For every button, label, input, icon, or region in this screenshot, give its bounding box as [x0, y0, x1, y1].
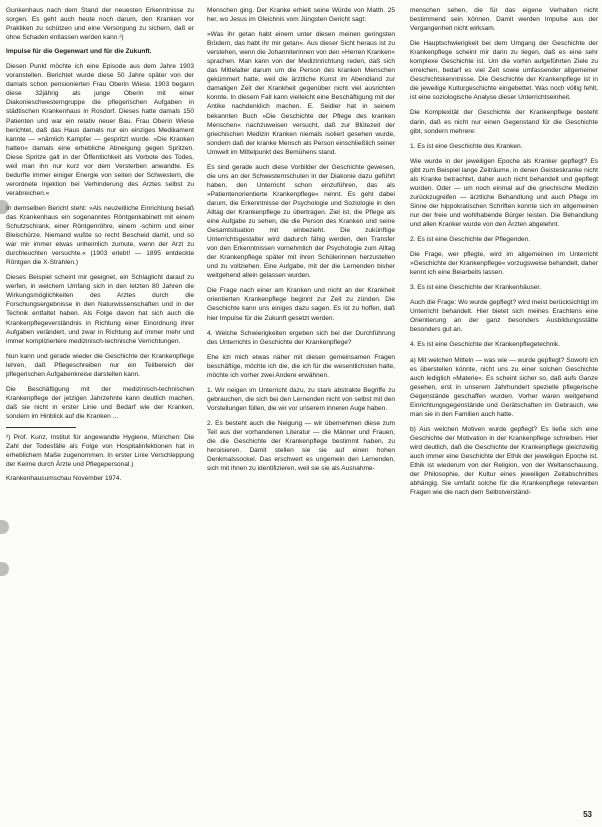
page-number: 53 — [583, 810, 592, 819]
paragraph: 1. Wir neigen im Unterricht dazu, zu stark abstrakte Begriffe zu gebrauchen, die sich bei den Lernenden nicht von selbst mit den Vorstellungen füllen, die wir vor unserem inneren Auge haben. — [207, 386, 395, 412]
paragraph: Ehe ich mich etwas näher mit diesen gemeinsamen Fragen beschäftige, möchte ich die, die ich für die wesentlichsten halte, möchte ich vorher zwei Andere erwähnen. — [207, 353, 395, 379]
paragraph: 3. Es ist eine Geschichte der Krankenhäuser. — [410, 284, 542, 292]
paragraph: Auch die Frage: Wo wurde gepflegt? wird meist berücksichtigt im Unterricht behandelt. Hier bietet sich meines Erachtens eine Orientierung an der ganz besonders Ausbildungsstätte besonders gut an. — [410, 299, 599, 334]
footnote: Krankenhausumschau November 1974. — [6, 475, 122, 483]
text-column-left — [6, 6, 194, 483]
paragraph: 2. Es ist eine Geschichte der Pflegenden. — [410, 236, 531, 244]
section-heading: Impulse für die Gegenwart und für die Zukunft. — [6, 48, 152, 56]
paragraph: 2. Es besteht auch die Neigung — wir übernehmen diese zum Teil aus der vorhandenen Literatur — die Männer und Frauen, die die Geschichte der Krankenpflege bestimmt haben, zu heroisieren. Damit stellen sie sie auf einen hohen Denkmalssockel. Das erschwert es ungemein den Lernenden, sich mit ihnen zu identifizieren, weil sie sie als Ausnahme- — [207, 419, 395, 473]
paragraph: Die Frage nach einer am Kranken und nicht an der Krankheit orientierten Krankenpflege beginnt zur Zeit zu zünden. Die Geschichte kann uns einiges dazu sagen. Es ist zu hoffen, daß hier Impulse für die Zukunft gesetzt werden. — [207, 287, 395, 322]
paragraph: Die Beschäftigung mit der medizinisch-technischen Krankenpflege der jetzigen Jahrzehnte kann deutlich machen, daß sie nicht in erster Linie und Bedarf wie der Kranken, sondern im Hinblick auf die Kranken ... — [6, 385, 194, 420]
paragraph: »Was ihr getan habt einem unter diesen meinen geringsten Brüdern, das habt ihr mir getan«. Aus dieser Sicht heraus ist zu verstehen, wenn die Johanniterinnen von den »Herren Kranken« sprachen. Man kann von der Medizinrichtung reden, daß sich das Mittelalter darum um die Person des kranken Menschen gekümmert hatte, weil die ärztliche Kunst im Abendland zur damaligen Zeit der Krankheit gegenüber nicht viel ausrichten konnte. In diesem Fall kann vielleicht eine Beschäftigung mit der Antike nachdenklich machen. E. Seidler hat in seinem bekannten Buch »Die Geschichte der Pflege des kranken Menschen« nachzuweisen versucht, daß zur Blütezeit der griechischen Medizin Kranken niemals isoliert gesehen wurde, sondern daß der kranke Mensch als Person einschließlich seiner Umwelt im Mittelpunkt des Bemühens stand. — [207, 31, 395, 156]
footnote-rule — [6, 427, 76, 428]
paragraph: Die Frage, wer pflegte, wird im allgemeinen im Unterricht »Geschichte der Krankenpflege« vorzugsweise behandelt, daher kennt ich eine Beiarbeits lassen. — [410, 251, 598, 277]
paragraph: Nun kann und gerade wieder die Geschichte der Krankenpflege lehren, daß Pflegeschreiben nur ein Teilbereich der pflegerischen Aufgabenkreise darstellen kann. — [6, 352, 194, 378]
footnote: ²) Prof. Kunz, Institut für angewandte Hygiene, München: Die Zahl der Todesfälle als Folge von Hospitalinfektionen hat in erheblichem Maße zugenommen. In erster Linie Verschleppung der Keime durch Ärzte und Pflegepersonal.) — [6, 433, 194, 469]
text-column-middle — [207, 6, 395, 473]
paragraph: b) Aus welchen Motiven wurde gepflegt? Es ließe sich eine Geschichte der Motivation in der Krankenpflege schreiben. Hier wird deutlich, daß die Geschichte der Krankenpflege gleichzeitig auch immer eine Geschichte der Ethik der jeweiligen Epoche ist. Ethik ist wiederum von der Religion, von der Weltanschauung, der Philosophie, der Kultur eines jeweiligen Zeitabschnittes abhängig. Sie umfaßt solche für die Krankenpflege relevanten Fragen wie die nach dem Selbstverständ- — [410, 425, 598, 497]
paragraph: 1. Es ist eine Geschichte des Kranken. — [410, 142, 523, 150]
punch-hole-mark — [0, 520, 9, 534]
paragraph: a) Mit welchen Mitteln — was wie — wurde gepflegt? Sowohl ich es überstellen könnte, nicht uns zu einer solchen Geschichte auch lediglich »Materie«. Es scheint sicher so, daß aufs Ganze gesehen, erst in unserem Jahrhundert spezielle pflegerische Gegenstände geschaffen wurden. Vorher waren weitgehend Einrichtungsgegenstände und Gerätschaften im Gebrauch, wie man sie in den Familien auch hatte. — [410, 356, 598, 418]
paragraph: Es sind gerade auch diese Vorbilder der Geschichte gewesen, die uns an der Schwesternschulen in der Diakonie dazu geführt haben, den Unterricht schon einzuführen, das als »Patientenorientierte Krankenpflege« nennt. Es geht dabei darum, die Erkenntnisse der Psychologie und Soziologie in den Alltag der Krankenpflege zu übertragen. Ziel ist, die Pflege als eine Aufgabe zu sehen, die die Person des Kranken und seine Gesamtsituation mit einbezieht. Die zukünftige Unterrichtsgestalter wird dadurch fähig werden, den Transfer von den Erkenntnissen vornehmlich der Psychologie zum Alltag der Krankenpflege später mit ihren Schülerinnen herzustellen und zu vollziehen. Eine Aufgabe, mit der die Lernenden bisher weitgehend allein gelassen wurden. — [207, 163, 395, 280]
paragraph: In demselben Bericht steht: »Als neuzeitliche Einrichtung besaß das Krankenhaus ein sogenanntes Röntgenkabinett mit einem Schutzschrank, einer Röntgenröhre, einem -schirm und einer Bleischürze. Niemand wußte so recht Bescheid damit, und so war mir immer etwas unheimlich zumute, wenn der Arzt zu durchleuchten versuchte.« (1903 erlebt! — 1895 entdeckte Röntgen die X-Strahlen.) — [6, 204, 194, 267]
paragraph: 4. Es ist eine Geschichte der Krankenpflegetechnik. — [410, 341, 560, 349]
paragraph: Dieses Beispiel scheint mir geeignet, ein Schlaglicht darauf zu werfen, in welchem Umfang sich in den letzten 80 Jahren die Wirkungsmöglichkeiten des Arztes durch die Forschungsergebnisse in den Naturwissenschaften und in der Technik entfaltet haben. Als Folge davon hat sich auch die Krankenpflegeverständnis in Richtung einer Einordnung ihrer Aufgaben verändert, und zwar in Richtung auf immer mehr und immer kompliziertere medizinisch-technische Verrichtungen. — [6, 274, 194, 345]
paragraph: Diesen Punkt möchte ich eine Episode aus dem Jahre 1903 voranstellen. Berichtet wurde diese 50 Jahre später von der damals schon pensionierten Frau Oberin Wiese. 1903 begann diese 32jährig als junge Oberin mit einer Diakonieschwesterngruppe die pflegerischen Aufgaben in städtischen Krankenhaus in Rosdorf. Dieses hatte damals 150 Patienten und war ein relativ neuer Bau. Frau Oberin Wiese berichtet, daß das Haus damals nur ein einziges Medikament kannte — »nämlich Kampfer — gespritzt wurde. »Die Kranken hatten« damals eine erhebliche Abneigung gegen Spritzen. Diese Spritze galt in der Öffentlichkeit als Vorbote des Todes, weil man ihn nur kurz vor dem Versterben anwandte. Es bedurfte immer einiger Energie von seiten der Schwestern, die verordnete Injektion bei Verhinderung des Arztes selbst zu verabreichen.« — [6, 63, 194, 197]
punch-hole-mark — [0, 562, 9, 576]
paragraph: Die Komplexität der Geschichte der Krankenpflege besteht darin, daß es nicht nur einen Gegenstand für die Geschichte gibt, sondern mehrere: — [410, 109, 598, 135]
paragraph: Gunkenhaus nach dem Stand der neuesten Erkenntnisse zu sorgen. Es geht auch heute noch darum, den Kranken vor Praktiken zu schützen und eine Versorgung zu sichern, daß er ohne Schaden entlassen werden kann.²) — [6, 7, 194, 42]
paragraph: menschen sehen, die für das eigene Verhalten nicht bestimmend sein können. Damit werden Impulse aus der Vergangenheit nicht wirksam. — [410, 7, 598, 33]
text-column-right — [410, 6, 598, 497]
paragraph: Menschen ging. Der Kranke erhielt seine Würde von Matth. 25 her, wo Jesus im Gleichnis vom Jüngsten Gericht sagt: — [207, 7, 395, 24]
paragraph: 4. Welche Schwierigkeiten ergeben sich bei der Durchführung des Unterrichts in Geschichte der Krankenpflege? — [207, 329, 395, 346]
paragraph: Wie wurde in der jeweiligen Epoche als Kranker gepflegt? Es gibt zum Beispiel lange Zeiträume, in denen Geisteskranke nicht als Kranke betrachtet, daher auch nicht behandelt und gepflegt wurden. Oder — um noch einmal auf die griechische Medizin zurückzugreifen — ärztliche Behandlung und auch Pflege im Sinne der hippokratischen Schriften konnte sich im allgemeinen nur der freie und wohlhabende Bürger leisten. Die Behandlung und allen Kranker wurde von den Ärzten abgelehnt. — [410, 157, 598, 228]
paragraph: Die Hauptschwierigkeit bei dem Umgang der Geschichte der Krankenpflege scheint mir darin zu liegen, daß es eine sehr komplexe Geschichte ist. Um die vorhin aufgeführten Ziele zu erreichen, bedarf es viel Zeit sowie umfassender allgemeiner Geschichtskenntnisse. Die Geschichte der Krankenpflege ist in die jeweilige Kulturgeschichte eingebettet. Was noch völlig fehlt, ist eine soziologische Analyse dieser Unterrichtseinheit. — [410, 40, 598, 102]
